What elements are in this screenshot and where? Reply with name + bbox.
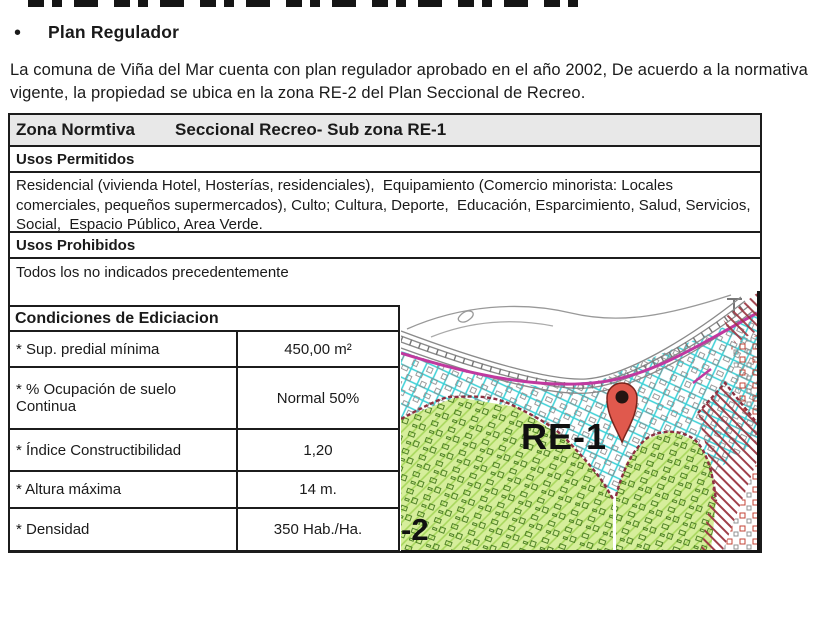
bullet-icon: • [14, 21, 22, 44]
condition-row [10, 430, 398, 472]
section-heading-row [14, 22, 179, 43]
conditions-table [8, 305, 400, 552]
zoning-table-body [10, 259, 760, 573]
condition-label: * % Ocupación de suelo Continua [16, 381, 177, 415]
condition-label: * Índice Constructibilidad [16, 441, 182, 459]
section-heading: Plan Regulador [48, 22, 180, 42]
zoning-map-image [401, 291, 757, 550]
clipped-text-fragment [28, 0, 584, 7]
intro-paragraph: La comuna de Viña del Mar cuenta con plan regulador aprobado en el año 2002, De acuerdo a la normativa vigente, la propiedad se ubica en la zona RE-2 del Plan Seccional de Recreo. [10, 61, 808, 102]
conditions-table-title: Condiciones de Ediciacion [10, 307, 398, 332]
condition-row [10, 332, 398, 368]
condition-value: 350 Hab./Ha. [236, 509, 398, 550]
prohibited-uses-heading: Usos Prohibidos [10, 233, 760, 259]
zone-label-re2: -2 [401, 512, 429, 547]
permitted-uses-text: Residencial (vivienda Hotel, Hosterías, residenciales), Equipamiento (Comercio minorista: Locales comerciales, pequeños supermercados), Culto; Cultura, Deporte, Educación, Esparcimiento, Salud, Servicios, Social, Espacio Público, Area Verde. [10, 173, 760, 233]
condition-row [10, 472, 398, 509]
condition-label: * Sup. predial mínima [16, 340, 160, 358]
permitted-uses-heading: Usos Permitidos [10, 147, 760, 173]
condition-value: 14 m. [236, 472, 398, 507]
prohibited-uses-text: Todos los no indicados precedentemente [16, 264, 289, 281]
condition-label: * Densidad [16, 521, 90, 538]
condition-value: 450,00 m² [236, 332, 398, 366]
condition-label: * Altura máxima [16, 481, 122, 498]
condition-value: 1,20 [236, 430, 398, 470]
zoning-table-header [10, 115, 760, 147]
condition-row [10, 509, 398, 550]
zone-label-re1: RE-1 [521, 416, 608, 457]
header-zone-value: Seccional Recreo- Sub zona RE-1 [175, 120, 447, 139]
zoning-table [8, 113, 762, 553]
header-zone-label: Zona Normtiva [16, 120, 136, 139]
zoning-map [401, 291, 760, 553]
condition-row [10, 368, 398, 430]
condition-value: Normal 50% [236, 368, 398, 428]
